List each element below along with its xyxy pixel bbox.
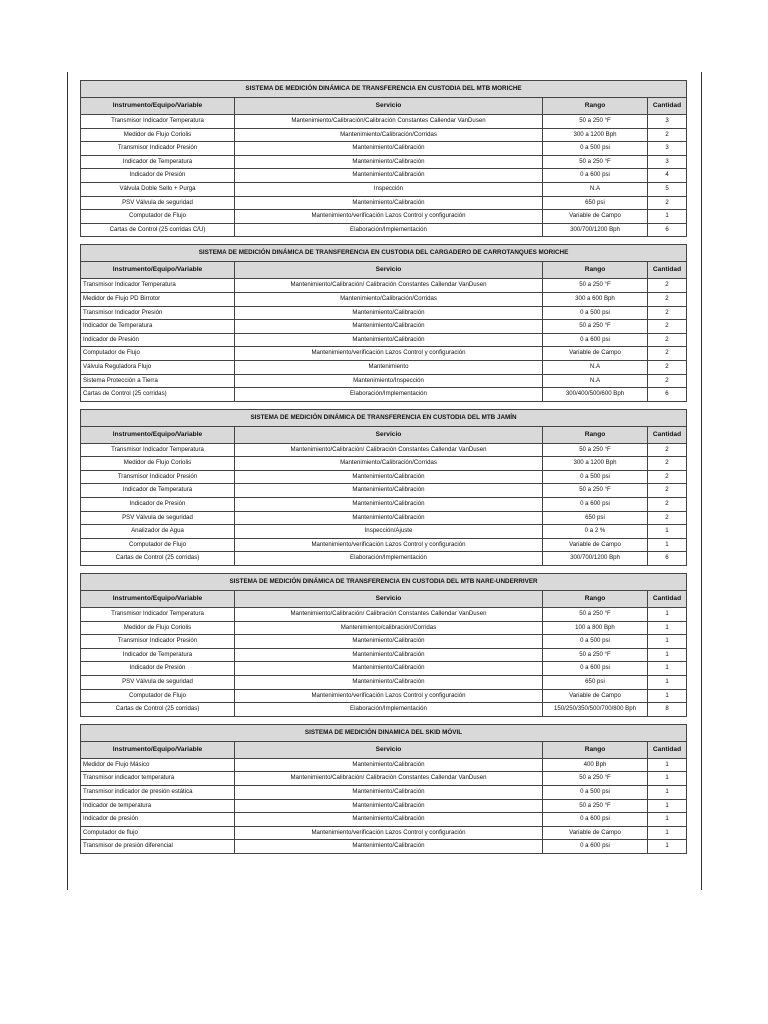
cell-instrument: Transmisor Indicador Temperatura xyxy=(81,608,235,622)
table-row xyxy=(81,142,687,156)
cell-instrument: Computador de Flujo xyxy=(81,689,235,703)
cell-quantity: 1 xyxy=(648,813,687,827)
cell-instrument: Válvula Doble Sello + Purga xyxy=(81,182,235,196)
cell-instrument: Cartas de Control (25 corridas) xyxy=(81,552,235,566)
column-header-range: Rango xyxy=(543,262,648,279)
table-row xyxy=(81,635,687,649)
section-2 xyxy=(80,244,686,401)
cell-instrument: Transmisor de presión diferencial xyxy=(81,840,235,854)
equipment-table xyxy=(80,573,687,717)
section-title: SISTEMA DE MEDICIÓN DINÁMICA DE TRANSFERENCIA EN CUSTODIA DEL MTB NARE-UNDERRIVER xyxy=(81,574,687,591)
table-row xyxy=(81,360,687,374)
cell-instrument: Medidor de Flujo Coriolis xyxy=(81,457,235,471)
cell-service: Elaboración/Implementación xyxy=(235,223,543,237)
cell-quantity: 2 xyxy=(648,306,687,320)
cell-instrument: Indicador de Presión xyxy=(81,169,235,183)
cell-quantity: 1 xyxy=(648,538,687,552)
table-row xyxy=(81,115,687,129)
cell-instrument: Computador de Flujo xyxy=(81,210,235,224)
cell-range: 0 a 500 psi xyxy=(543,470,648,484)
table-row xyxy=(81,169,687,183)
cell-service: Mantenimiento/Calibración xyxy=(235,470,543,484)
cell-instrument: Transmisor Indicador Temperatura xyxy=(81,443,235,457)
section-title: SISTEMA DE MEDICIÓN DINÁMICA DE TRANSFERENCIA EN CUSTODIA DEL MTB JAMÍN xyxy=(81,409,687,426)
cell-range: 300 a 1200 Bph xyxy=(543,457,648,471)
column-header-service: Servicio xyxy=(235,98,543,115)
column-header-quantity: Cantidad xyxy=(648,98,687,115)
column-header-instrument: Instrumento/Equipo/Variable xyxy=(81,426,235,443)
table-row xyxy=(81,840,687,854)
cell-service: Mantenimiento/Calibración xyxy=(235,676,543,690)
table-row xyxy=(81,826,687,840)
cell-service: Mantenimiento/Calibración xyxy=(235,169,543,183)
cell-instrument: Analizador de Agua xyxy=(81,525,235,539)
table-row xyxy=(81,333,687,347)
cell-instrument: Computador de Flujo xyxy=(81,347,235,361)
cell-instrument: Cartas de Control (25 corridas C/U) xyxy=(81,223,235,237)
section-title: SISTEMA DE MEDICIÓN DINÁMICA DE TRANSFERENCIA EN CUSTODIA DEL CARGADERO DE CARROTANQUES MORICHE xyxy=(81,245,687,262)
cell-service: Mantenimiento/Calibración/ Calibración Constantes Callendar VanDusen xyxy=(235,772,543,786)
cell-quantity: 1 xyxy=(648,758,687,772)
cell-quantity: 2 xyxy=(648,360,687,374)
cell-range: 50 a 250 °F xyxy=(543,772,648,786)
cell-range: N.A xyxy=(543,182,648,196)
cell-quantity: 2 xyxy=(648,128,687,142)
column-header-instrument: Instrumento/Equipo/Variable xyxy=(81,591,235,608)
cell-instrument: Indicador de Temperatura xyxy=(81,484,235,498)
cell-service: Mantenimiento/Calibración xyxy=(235,635,543,649)
cell-quantity: 1 xyxy=(648,826,687,840)
cell-service: Mantenimiento/Calibración xyxy=(235,785,543,799)
cell-instrument: Indicador de Presión xyxy=(81,498,235,512)
cell-range: 650 psi xyxy=(543,511,648,525)
cell-service: Mantenimiento/Calibración xyxy=(235,648,543,662)
cell-quantity: 2 xyxy=(648,279,687,293)
cell-range: 50 a 250 °F xyxy=(543,443,648,457)
table-row xyxy=(81,470,687,484)
cell-quantity: 1 xyxy=(648,676,687,690)
cell-quantity: 6 xyxy=(648,388,687,402)
cell-quantity: 2 xyxy=(648,374,687,388)
table-row xyxy=(81,676,687,690)
cell-service: Mantenimiento/Calibración/Corridas xyxy=(235,292,543,306)
cell-quantity: 1 xyxy=(648,689,687,703)
cell-quantity: 6 xyxy=(648,552,687,566)
table-row xyxy=(81,525,687,539)
cell-range: 650 psi xyxy=(543,196,648,210)
section-title: SISTEMA DE MEDICIÓN DINAMICA DEL SKID MÓVIL xyxy=(81,724,687,741)
table-row xyxy=(81,552,687,566)
table-row xyxy=(81,128,687,142)
cell-instrument: Indicador de temperatura xyxy=(81,799,235,813)
cell-range: 300/400/500/600 Bph xyxy=(543,388,648,402)
cell-instrument: PSV Válvula de seguridad xyxy=(81,196,235,210)
cell-quantity: 3 xyxy=(648,115,687,129)
table-row xyxy=(81,306,687,320)
table-row xyxy=(81,813,687,827)
column-header-range: Rango xyxy=(543,426,648,443)
cell-quantity: 1 xyxy=(648,840,687,854)
cell-service: Mantenimiento/Inspección xyxy=(235,374,543,388)
table-row xyxy=(81,498,687,512)
cell-instrument: PSV Válvula de seguridad xyxy=(81,511,235,525)
cell-range: 50 a 250 °F xyxy=(543,320,648,334)
table-row xyxy=(81,772,687,786)
cell-range: 0 a 600 psi xyxy=(543,813,648,827)
column-header-quantity: Cantidad xyxy=(648,741,687,758)
cell-range: 0 a 500 psi xyxy=(543,306,648,320)
table-row xyxy=(81,155,687,169)
cell-service: Mantenimiento/Calibración/Corridas xyxy=(235,457,543,471)
column-header-instrument: Instrumento/Equipo/Variable xyxy=(81,262,235,279)
equipment-table xyxy=(80,244,687,401)
cell-range: 300/700/1200 Bph xyxy=(543,223,648,237)
cell-range: 0 a 500 psi xyxy=(543,785,648,799)
cell-range: 50 a 250 °F xyxy=(543,279,648,293)
column-header-instrument: Instrumento/Equipo/Variable xyxy=(81,98,235,115)
cell-service: Mantenimiento/calibración/Corridas xyxy=(235,621,543,635)
cell-quantity: 1 xyxy=(648,621,687,635)
cell-instrument: Transmisor Indicador Presión xyxy=(81,306,235,320)
cell-instrument: Medidor de Flujo Coriolis xyxy=(81,621,235,635)
column-header-range: Rango xyxy=(543,741,648,758)
cell-service: Inspección xyxy=(235,182,543,196)
table-row xyxy=(81,443,687,457)
cell-range: 100 a 800 Bph xyxy=(543,621,648,635)
cell-quantity: 2 xyxy=(648,196,687,210)
cell-range: 0 a 600 psi xyxy=(543,840,648,854)
table-row xyxy=(81,388,687,402)
cell-quantity: 1 xyxy=(648,648,687,662)
cell-range: 0 a 500 psi xyxy=(543,142,648,156)
cell-quantity: 2 xyxy=(648,457,687,471)
cell-range: Variable de Campo xyxy=(543,538,648,552)
cell-quantity: 2 xyxy=(648,470,687,484)
cell-quantity: 1 xyxy=(648,785,687,799)
cell-instrument: Computador de Flujo xyxy=(81,538,235,552)
cell-service: Mantenimiento/Calibración xyxy=(235,333,543,347)
cell-range: 300/700/1200 Bph xyxy=(543,552,648,566)
cell-service: Elaboración/Implementación xyxy=(235,388,543,402)
cell-range: 150/250/350/500/700/800 Bph xyxy=(543,703,648,717)
table-row xyxy=(81,511,687,525)
cell-service: Mantenimiento/Calibración/Corridas xyxy=(235,128,543,142)
cell-range: N.A xyxy=(543,374,648,388)
cell-instrument: Transmisor Indicador Presión xyxy=(81,142,235,156)
cell-service: Mantenimiento/Calibración/ Calibración Constantes Callendar VanDusen xyxy=(235,279,543,293)
cell-quantity: 2 xyxy=(648,292,687,306)
cell-service: Mantenimiento/Calibración xyxy=(235,662,543,676)
cell-quantity: 1 xyxy=(648,608,687,622)
table-row xyxy=(81,223,687,237)
cell-instrument: Indicador de Temperatura xyxy=(81,155,235,169)
cell-instrument: Cartas de Control (25 corridas) xyxy=(81,388,235,402)
cell-quantity: 2 xyxy=(648,320,687,334)
cell-quantity: 2 xyxy=(648,333,687,347)
cell-range: 50 a 250 °F xyxy=(543,155,648,169)
cell-service: Mantenimiento/Calibración xyxy=(235,813,543,827)
column-header-service: Servicio xyxy=(235,262,543,279)
cell-range: 50 a 250 °F xyxy=(543,608,648,622)
cell-quantity: 1 xyxy=(648,799,687,813)
cell-instrument: Indicador de Temperatura xyxy=(81,648,235,662)
cell-service: Mantenimiento/Calibración/ Calibración Constantes Callendar VanDusen xyxy=(235,443,543,457)
cell-instrument: Válvula Reguladora Flujo xyxy=(81,360,235,374)
cell-instrument: Transmisor Indicador Presión xyxy=(81,470,235,484)
cell-quantity: 1 xyxy=(648,635,687,649)
cell-quantity: 2 xyxy=(648,443,687,457)
cell-quantity: 1 xyxy=(648,210,687,224)
table-row xyxy=(81,484,687,498)
page-border-left xyxy=(67,72,68,890)
cell-instrument: Computador de flujo xyxy=(81,826,235,840)
cell-quantity: 4 xyxy=(648,169,687,183)
section-5 xyxy=(80,724,686,854)
column-header-quantity: Cantidad xyxy=(648,262,687,279)
cell-quantity: 2 xyxy=(648,511,687,525)
cell-range: 50 a 250 °F xyxy=(543,115,648,129)
cell-service: Mantenimiento/Calibración xyxy=(235,511,543,525)
cell-quantity: 3 xyxy=(648,155,687,169)
cell-instrument: Medidor de Flujo PD Birrotor xyxy=(81,292,235,306)
cell-range: N.A xyxy=(543,360,648,374)
table-row xyxy=(81,648,687,662)
section-4 xyxy=(80,573,686,717)
table-row xyxy=(81,662,687,676)
cell-service: Mantenimiento/Calibración xyxy=(235,799,543,813)
page-border-right xyxy=(701,72,702,890)
cell-service: Mantenimiento/Calibración xyxy=(235,142,543,156)
cell-service: Mantenimiento/Calibración xyxy=(235,484,543,498)
cell-instrument: Indicador de Temperatura xyxy=(81,320,235,334)
document-body xyxy=(80,80,686,861)
cell-range: 0 a 600 psi xyxy=(543,498,648,512)
cell-range: 400 Bph xyxy=(543,758,648,772)
column-header-quantity: Cantidad xyxy=(648,426,687,443)
cell-instrument: Transmisor Indicador Temperatura xyxy=(81,115,235,129)
cell-range: Variable de Campo xyxy=(543,826,648,840)
equipment-table xyxy=(80,724,687,854)
section-3 xyxy=(80,409,686,566)
table-row xyxy=(81,347,687,361)
cell-instrument: Indicador de Presión xyxy=(81,662,235,676)
cell-range: 0 a 600 psi xyxy=(543,169,648,183)
cell-quantity: 5 xyxy=(648,182,687,196)
table-row xyxy=(81,621,687,635)
cell-service: Mantenimiento/verificación Lazos Control y configuración xyxy=(235,347,543,361)
cell-instrument: Transmisor indicador temperatura xyxy=(81,772,235,786)
column-header-service: Servicio xyxy=(235,426,543,443)
table-row xyxy=(81,799,687,813)
cell-range: 300 a 600 Bph xyxy=(543,292,648,306)
table-row xyxy=(81,457,687,471)
equipment-table xyxy=(80,409,687,566)
cell-service: Elaboración/Implementación xyxy=(235,552,543,566)
cell-service: Inspección/Ajuste xyxy=(235,525,543,539)
table-row xyxy=(81,538,687,552)
cell-instrument: Sistema Protección a Tierra xyxy=(81,374,235,388)
column-header-instrument: Instrumento/Equipo/Variable xyxy=(81,741,235,758)
cell-service: Mantenimiento/Calibración xyxy=(235,498,543,512)
cell-instrument: Transmisor indicador de presión estática xyxy=(81,785,235,799)
cell-service: Mantenimiento/verificación Lazos Control y configuración xyxy=(235,538,543,552)
cell-quantity: 3 xyxy=(648,142,687,156)
cell-range: Variable de Campo xyxy=(543,210,648,224)
table-row xyxy=(81,608,687,622)
cell-instrument: Indicador de Presión xyxy=(81,333,235,347)
cell-range: 0 a 500 psi xyxy=(543,635,648,649)
cell-range: 650 psi xyxy=(543,676,648,690)
cell-service: Mantenimiento/Calibración xyxy=(235,840,543,854)
column-header-service: Servicio xyxy=(235,741,543,758)
table-row xyxy=(81,292,687,306)
cell-service: Mantenimiento/Calibración xyxy=(235,320,543,334)
cell-instrument: Medidor de Flujo Másico xyxy=(81,758,235,772)
cell-instrument: Cartas de Control (25 corridas) xyxy=(81,703,235,717)
cell-range: 0 a 600 psi xyxy=(543,662,648,676)
cell-quantity: 8 xyxy=(648,703,687,717)
equipment-table xyxy=(80,80,687,237)
column-header-quantity: Cantidad xyxy=(648,591,687,608)
cell-quantity: 6 xyxy=(648,223,687,237)
cell-service: Mantenimiento/Calibración xyxy=(235,758,543,772)
table-row xyxy=(81,320,687,334)
cell-range: 50 a 250 °F xyxy=(543,484,648,498)
cell-service: Mantenimiento/verificación Lazos Control y configuración xyxy=(235,210,543,224)
cell-quantity: 2 xyxy=(648,498,687,512)
cell-instrument: Indicador de presión xyxy=(81,813,235,827)
cell-quantity: 1 xyxy=(648,772,687,786)
cell-quantity: 1 xyxy=(648,525,687,539)
cell-service: Mantenimiento/Calibración/ Calibración Constantes Callendar VanDusen xyxy=(235,608,543,622)
cell-range: 50 a 250 °F xyxy=(543,799,648,813)
cell-service: Mantenimiento/Calibración/Calibración Constantes Callendar VanDusen xyxy=(235,115,543,129)
cell-instrument: Transmisor Indicador Temperatura xyxy=(81,279,235,293)
table-row xyxy=(81,785,687,799)
table-row xyxy=(81,279,687,293)
table-row xyxy=(81,703,687,717)
table-row xyxy=(81,210,687,224)
cell-instrument: Transmisor Indicador Presión xyxy=(81,635,235,649)
cell-service: Mantenimiento/Calibración xyxy=(235,155,543,169)
table-row xyxy=(81,758,687,772)
cell-instrument: Medidor de Flujo Coriolis xyxy=(81,128,235,142)
cell-service: Mantenimiento/verificación Lazos Control y configuración xyxy=(235,826,543,840)
cell-range: 0 a 2 % xyxy=(543,525,648,539)
cell-range: Variable de Campo xyxy=(543,347,648,361)
cell-range: 300 a 1200 Bph xyxy=(543,128,648,142)
section-1 xyxy=(80,80,686,237)
cell-service: Elaboración/Implementación xyxy=(235,703,543,717)
cell-range: Variable de Campo xyxy=(543,689,648,703)
table-row xyxy=(81,196,687,210)
section-title: SISTEMA DE MEDICIÓN DINÁMICA DE TRANSFERENCIA EN CUSTODIA DEL MTB MORICHE xyxy=(81,81,687,98)
cell-service: Mantenimiento xyxy=(235,360,543,374)
table-row xyxy=(81,374,687,388)
cell-quantity: 2 xyxy=(648,484,687,498)
table-row xyxy=(81,689,687,703)
cell-quantity: 1 xyxy=(648,662,687,676)
column-header-range: Rango xyxy=(543,591,648,608)
column-header-service: Servicio xyxy=(235,591,543,608)
cell-quantity: 2 xyxy=(648,347,687,361)
cell-range: 0 a 600 psi xyxy=(543,333,648,347)
column-header-range: Rango xyxy=(543,98,648,115)
table-row xyxy=(81,182,687,196)
cell-instrument: PSV Válvula de seguridad xyxy=(81,676,235,690)
cell-service: Mantenimiento/verificación Lazos Control y configuración xyxy=(235,689,543,703)
cell-service: Mantenimiento/Calibración xyxy=(235,196,543,210)
cell-service: Mantenimiento/Calibración xyxy=(235,306,543,320)
cell-range: 50 a 250 °F xyxy=(543,648,648,662)
